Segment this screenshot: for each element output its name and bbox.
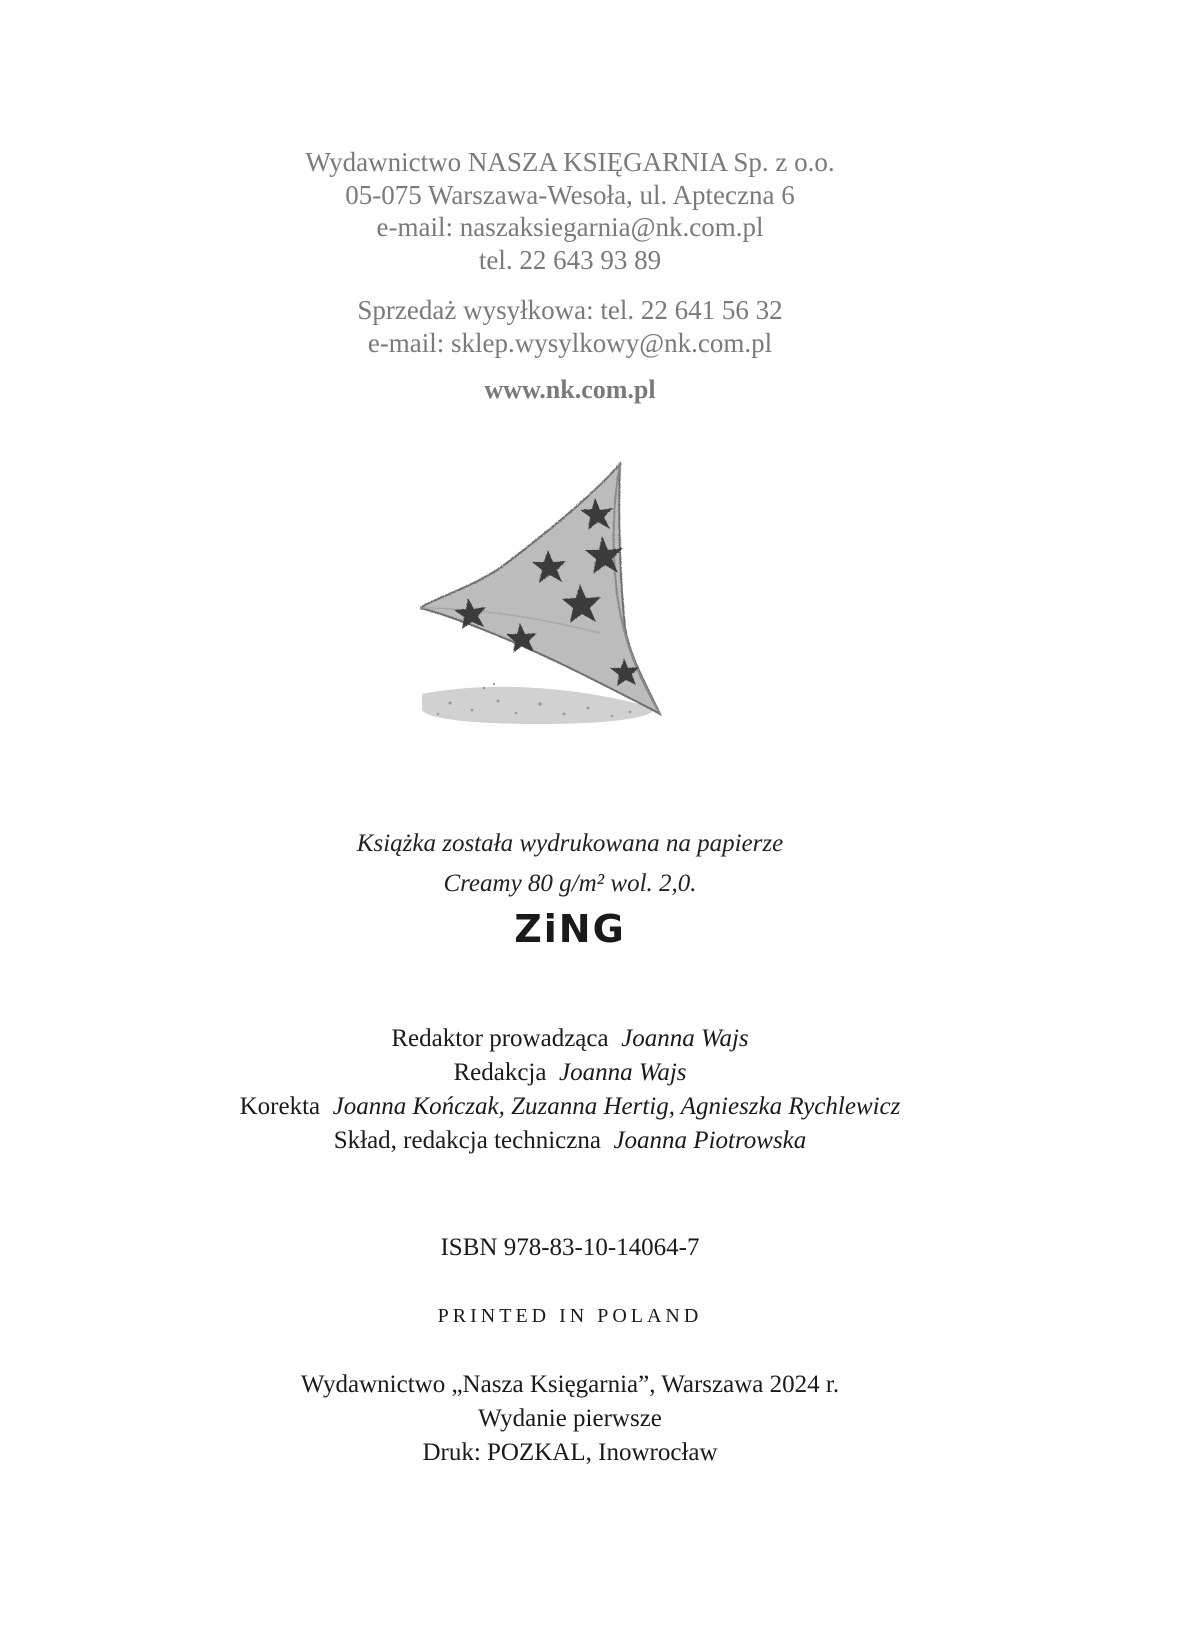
publisher-phone: tel. 22 643 93 89 — [478, 244, 662, 275]
wizard-hat-icon — [420, 458, 670, 758]
publisher-email: e-mail: naszaksiegarnia@nk.com.pl — [376, 212, 764, 242]
credit-line — [0, 1090, 1140, 1124]
imprint-publisher: Wydawnictwo „Nasza Księgarnia”, Warszawa 2024 r. — [300, 1371, 840, 1398]
imprint-printer: Druk: POZKAL, Inowrocław — [422, 1439, 718, 1466]
publisher-address — [0, 146, 1140, 276]
isbn: ISBN 978-83-10-14064-7 — [440, 1234, 700, 1261]
publisher-name: Wydawnictwo NASZA KSIĘGARNIA Sp. z o.o. — [305, 147, 835, 177]
credit-name: Joanna Wajs — [621, 1025, 749, 1052]
printed-in: PRINTED IN POLAND — [437, 1305, 703, 1327]
paper-logo: ZiNG — [514, 907, 626, 951]
paper-note — [0, 824, 1140, 904]
imprint-edition: Wydanie pierwsze — [478, 1405, 662, 1432]
credits — [0, 1022, 1140, 1158]
paper-note-line-1: Książka została wydrukowana na papierze — [356, 830, 784, 857]
mail-order-info — [0, 294, 1140, 359]
credit-line — [0, 1022, 1140, 1056]
credit-role: Redaktor prowadząca — [391, 1025, 609, 1052]
credit-name: Joanna Wajs — [558, 1059, 687, 1086]
credit-line — [0, 1124, 1140, 1158]
credit-name: Joanna Piotrowska — [613, 1127, 807, 1154]
credit-role: Skład, redakcja techniczna — [333, 1127, 601, 1154]
mail-order-phone: Sprzedaż wysyłkowa: tel. 22 641 56 32 — [357, 295, 783, 325]
imprint — [0, 1368, 1140, 1470]
credit-line — [0, 1056, 1140, 1090]
website-url: www.nk.com.pl — [484, 375, 656, 404]
paper-note-line-2: Creamy 80 g/m² wol. 2,0. — [443, 870, 697, 897]
publisher-street: 05-075 Warszawa-Wesoła, ul. Apteczna 6 — [345, 179, 795, 210]
credit-name: Joanna Kończak, Zuzanna Hertig, Agnieszka Rychlewicz — [332, 1093, 901, 1120]
credit-role: Korekta — [239, 1093, 321, 1120]
mail-order-email: e-mail: sklep.wysylkowy@nk.com.pl — [367, 327, 773, 358]
credit-role: Redakcja — [453, 1059, 547, 1086]
